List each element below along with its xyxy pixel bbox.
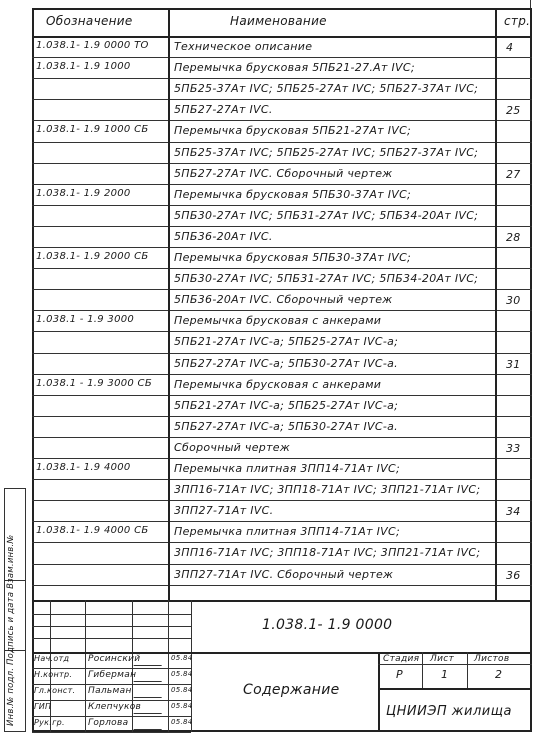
stamp-sheet-label: Лист [430,654,455,664]
row-name: Техническое описание [174,40,313,53]
stamp-person-name: Горлова [88,718,129,728]
header-designation: Обозначение [46,14,133,28]
stamp-person-name: Пальман [88,686,132,696]
row-designation: 1.038.1- 1.9 0000 ТО [36,40,149,51]
stamp-role: ГИП [34,702,52,711]
row-rule [32,99,532,100]
row-rule [32,142,532,143]
row-rule [32,163,532,164]
stamp-sheet: 1 [441,668,449,681]
row-page: 30 [506,294,521,308]
stamp-label-rule [378,664,532,665]
row-designation: 1.038.1- 1.9 4000 [36,462,131,473]
row-rule [32,184,532,185]
row-rule [32,521,532,522]
signature-mark [133,719,166,730]
row-name: Перемычка брусковая 5ПБ30-37Ат IVС; [174,187,412,201]
row-rule [32,353,532,354]
row-page: 33 [506,441,521,455]
stamp-date: 05.84 [171,702,193,710]
stamp-person-name: Росинский [88,654,141,664]
row-designation: 1.038.1 - 1.9 3000 СБ [36,377,152,389]
stamp-row-rule [32,638,191,639]
stamp-person-name: Клепчуков [88,702,142,712]
stamp-row-rule [32,668,191,669]
row-rule [32,479,532,480]
row-rule [32,585,532,586]
stamp-role: Нач.отд [34,654,70,663]
stamp-top-rule [32,600,532,602]
stamp-date: 05.84 [171,670,193,678]
row-name: Перемычка плитная 3ПП14-71Ат IVС; [174,462,400,475]
stamp-title: Содержание [243,682,340,698]
stamp-col-1 [50,600,51,732]
stamp-sheets: 2 [495,668,503,681]
frame-corner-tick [530,0,531,8]
row-designation: 1.038.1- 1.9 4000 СБ [36,525,149,537]
row-rule [32,374,532,375]
column-divider-name [168,8,170,600]
header-bottom-rule [32,36,532,38]
row-page: 31 [506,357,521,371]
row-name: 3ПП27-71Ат IVС. Сборочный чертеж [174,567,394,581]
row-name: 5ПБ30-27Ат IVС; 5ПБ31-27Ат IVС; 5ПБ34-20Ат IVС; [174,272,479,286]
row-rule [32,289,532,290]
row-name: 5ПБ27-27Ат IVС-а; 5ПБ30-27Ат IVС-а. [174,419,398,433]
signature-mark [133,655,166,666]
stamp-row-rule [32,716,191,717]
row-rule [32,247,532,248]
row-name: 3ПП27-71Ат IVС. [174,504,274,518]
row-rule [32,310,532,311]
stamp-person-name: Гиберман [88,670,137,680]
row-name: Перемычка брусковая 5ПБ21-27.Ат IVС; [174,61,415,75]
row-page: 28 [506,230,521,244]
stamp-org-rule [378,688,532,690]
row-designation: 1.038.1- 1.9 1000 [36,61,131,73]
row-designation: 1.038.1- 1.9 1000 СБ [36,124,149,136]
signature-mark [133,703,166,714]
stamp-date: 05.84 [171,686,193,694]
row-rule [32,268,532,269]
row-name: Перемычка брусковая с анкерами [174,314,382,328]
row-designation: 1.038.1 - 1.9 3000 [36,314,135,326]
stamp-sheets-label: Листов [474,654,510,664]
row-rule [32,395,532,396]
row-name: 5ПБ21-27Ат IVС-а; 5ПБ25-27Ат IVС-а; [174,335,399,349]
row-name: 5ПБ27-27Ат IVС. Сборочный чертеж [174,166,393,180]
row-page: 4 [506,41,514,54]
row-name: 5ПБ27-27Ат IVС. [174,103,273,117]
row-name: 5ПБ25-37Ат IVС; 5ПБ25-27Ат IVС; 5ПБ27-37Ат IVС; [174,82,479,96]
binding-strip-text: Инв.№ подл. Подпись и дата Взам.инв.№ [6,534,16,726]
stamp-date: 05.84 [171,654,193,662]
row-name: Перемычка плитная 3ПП14-71Ат IVС; [174,525,400,539]
stamp-row-rule [32,614,191,615]
row-rule [32,437,532,438]
row-name: Перемычка брусковая с анкерами [174,377,382,391]
header-page: стр. [504,14,531,28]
stamp-col-4 [168,600,169,732]
stamp-row-rule [32,732,191,733]
row-rule [32,542,532,543]
row-designation: 1.038.1- 1.9 2000 СБ [36,251,149,262]
row-rule [32,120,532,121]
row-rule [32,564,532,565]
row-rule [32,500,532,501]
stamp-role: Гл.конст. [34,686,76,695]
stamp-role: Н.контр. [34,670,73,679]
signature-mark [133,687,166,698]
row-name: Перемычка брусковая 5ПБ21-27Ат IVС; [174,124,412,138]
row-rule [32,416,532,417]
row-rule [32,458,532,459]
stamp-row-rule [32,684,191,685]
row-name: 5ПБ30-27Ат IVС; 5ПБ31-27Ат IVС; 5ПБ34-20Ат IVС; [174,208,479,222]
stamp-code: 1.038.1- 1.9 0000 [262,617,393,633]
header-name: Наименование [230,14,327,28]
row-designation: 1.038.1- 1.9 2000 [36,187,131,199]
stamp-stage-label: Стадия [383,654,420,664]
stamp-row-rule [32,626,191,627]
row-name: Перемычка брусковая 5ПБ30-37Ат IVС; [174,251,412,264]
row-page: 34 [506,505,521,519]
stamp-role: Рук.гр. [34,718,65,727]
row-name: 5ПБ21-27Ат IVС-а; 5ПБ25-27Ат IVС-а; [174,398,399,412]
row-name: 5ПБ27-27Ат IVС-а; 5ПБ30-27Ат IVС-а. [174,356,398,370]
row-rule [32,331,532,332]
stamp-organization: ЦНИИЭП жилища [386,704,512,719]
row-name: 5ПБ36-20Ат IVС. Сборочный чертеж [174,293,393,307]
stamp-row-rule [32,700,191,701]
row-name: 3ПП16-71Ат IVС; 3ПП18-71Ат IVС; 3ПП21-71Ат IVС; [174,546,481,560]
row-name: 3ПП16-71Ат IVС; 3ПП18-71Ат IVС; 3ПП21-71Ат IVС; [174,483,481,497]
stamp-sheet-divider [422,652,423,688]
column-divider-page [495,8,497,600]
row-rule [32,78,532,79]
row-name: 5ПБ36-20Ат IVС. [174,229,273,243]
row-rule [32,226,532,227]
row-name: 5ПБ25-37Ат IVС; 5ПБ25-27Ат IVС; 5ПБ27-37Ат IVС; [174,145,479,159]
row-name: Сборочный чертеж [174,440,291,454]
row-rule [32,57,532,58]
stamp-date: 05.84 [171,718,193,726]
stamp-stage: Р [396,668,403,681]
row-page: 36 [506,568,521,582]
stamp-col-2 [85,600,86,732]
stamp-sheets-divider [467,652,468,688]
signature-mark [133,671,166,682]
stamp-col-5 [191,600,192,732]
row-page: 27 [506,167,521,181]
row-rule [32,205,532,206]
row-page: 25 [506,104,521,118]
